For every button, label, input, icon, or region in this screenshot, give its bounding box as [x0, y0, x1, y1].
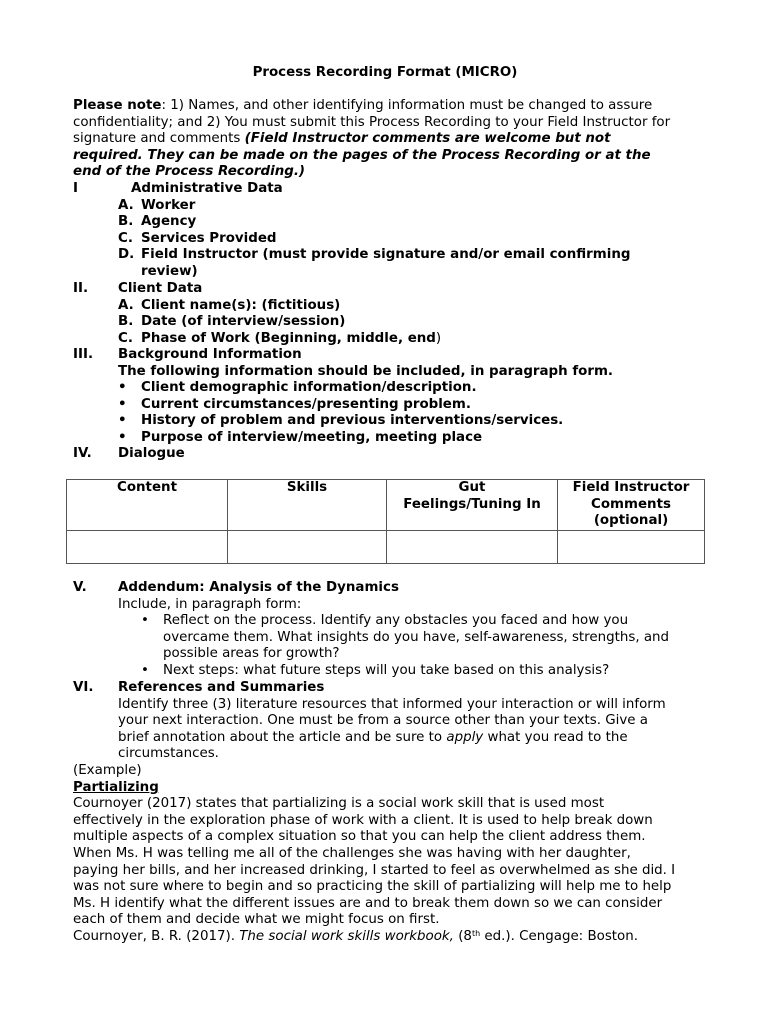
- example-line: multiple aspects of a complex situation so that you can help the client address them.: [73, 829, 646, 845]
- table-header-row: [67, 480, 705, 531]
- list-item: Services Provided: [141, 230, 277, 246]
- list-letter: A.: [118, 197, 134, 213]
- paragraph-line: your next interaction. One must be from a source other than your texts. Give a: [118, 713, 648, 729]
- note-line-3a: signature and comments: [73, 131, 245, 147]
- bullet-item-continuation: possible areas for growth?: [163, 646, 340, 662]
- note-label: Please note: [73, 98, 162, 113]
- table-cell[interactable]: [387, 530, 558, 563]
- bullet-item: Reflect on the process. Identify any obstacles you faced and how you: [163, 613, 629, 629]
- note-line-4: required. They can be made on the pages of the Process Recording or at the: [73, 147, 651, 163]
- citation-edition: (8: [453, 928, 472, 944]
- section-administrative-data: [73, 181, 703, 281]
- bullet-icon: •: [141, 662, 149, 678]
- list-item: [141, 331, 441, 348]
- section-intro: The following information should be included, in paragraph form.: [118, 363, 613, 379]
- note-line-3b: (Field Instructor comments are welcome but not: [244, 131, 611, 147]
- section-client-data: [73, 281, 703, 347]
- example-block: [73, 763, 703, 946]
- paragraph-line: circumstances.: [118, 746, 219, 762]
- section-heading: Administrative Data: [131, 181, 283, 196]
- section-heading: Background Information: [118, 347, 302, 362]
- section-numeral: III.: [73, 347, 94, 362]
- bullet-item-continuation: overcame them. What insights do you have, self-awareness, strengths, and: [163, 629, 670, 645]
- bullet-item: Current circumstances/presenting problem.: [141, 396, 471, 412]
- section-dialogue: [73, 446, 703, 463]
- list-letter: D.: [118, 247, 135, 263]
- example-line: paying her bills, and her increased drinking, I started to feel as overwhelmed as she did. I: [73, 862, 676, 878]
- table-cell[interactable]: [558, 530, 705, 563]
- text-run: brief annotation about the article and be sure to: [118, 729, 447, 745]
- citation: [73, 929, 703, 946]
- table-row: [67, 530, 705, 563]
- bullet-icon: •: [118, 380, 127, 396]
- emphasis-apply: apply: [446, 729, 484, 745]
- example-line: was not sure where to begin and so practicing the skill of partializing will help me to help: [73, 879, 672, 895]
- list-letter: C.: [118, 330, 133, 346]
- column-header-field-instructor: [558, 480, 705, 531]
- page-title: Process Recording Format (MICRO): [252, 65, 518, 80]
- text-run: what you read to the: [483, 729, 628, 745]
- note-line-1: : 1) Names, and other identifying information must be changed to assure: [161, 98, 653, 113]
- section-heading: Dialogue: [118, 446, 185, 461]
- list-item: Agency: [141, 214, 197, 230]
- section-addendum: [73, 580, 703, 680]
- citation-publisher: ed.). Cengage: Boston.: [480, 928, 638, 944]
- list-item-tail: ): [435, 330, 442, 346]
- citation-author: Cournoyer, B. R. (2017).: [73, 928, 240, 944]
- header-text: Feelings/Tuning In: [403, 496, 541, 512]
- example-line: each of them and decide what we might focus on first.: [73, 912, 440, 928]
- list-item-continuation: review): [141, 263, 198, 279]
- column-header-skills: [228, 480, 387, 531]
- note-line-2: confidentiality; and 2) You must submit this Process Recording to your Field Instructor for: [73, 114, 671, 130]
- header-text: Content: [117, 480, 177, 495]
- column-header-content: [67, 480, 228, 531]
- list-letter: B.: [118, 314, 134, 330]
- list-letter: A.: [118, 297, 134, 313]
- bullet-item: Next steps: what future steps will you take based on this analysis?: [163, 662, 610, 678]
- example-label: (Example): [73, 763, 142, 778]
- list-item: Worker: [141, 197, 196, 213]
- section-heading: Addendum: Analysis of the Dynamics: [118, 580, 399, 595]
- citation-superscript: th: [471, 928, 481, 938]
- table-cell[interactable]: [67, 530, 228, 563]
- example-line: Cournoyer (2017) states that partializing is a social work skill that is used most: [73, 796, 605, 812]
- dialogue-table: [66, 479, 705, 564]
- section-references: [73, 680, 703, 763]
- example-line: effectively in the exploration phase of work with a client. It is used to help break down: [73, 812, 653, 828]
- table-cell[interactable]: [228, 530, 387, 563]
- list-item-text: Phase of Work (Beginning, middle, end: [141, 330, 436, 346]
- bullet-icon: •: [118, 396, 127, 412]
- section-heading: References and Summaries: [118, 680, 325, 695]
- citation-title: The social work skills workbook,: [239, 928, 454, 944]
- header-text: Gut: [458, 480, 486, 495]
- bullet-icon: •: [141, 613, 149, 629]
- list-letter: B.: [118, 214, 134, 230]
- section-background-information: [73, 347, 703, 447]
- bullet-item: History of problem and previous interventions/services.: [141, 413, 564, 429]
- note-line-5: end of the Process Recording.): [73, 164, 306, 180]
- example-line: When Ms. H was telling me all of the challenges she was having with her daughter,: [73, 845, 631, 861]
- list-item: Field Instructor (must provide signature and/or email confirming: [141, 247, 631, 263]
- example-line: Ms. H identify what the different issues are and to break them down so we can consider: [73, 895, 663, 911]
- section-numeral: II.: [73, 281, 89, 296]
- section-numeral: VI.: [73, 680, 94, 695]
- header-text: (optional): [593, 513, 669, 529]
- bullet-icon: •: [118, 429, 127, 445]
- header-text: Skills: [286, 480, 328, 495]
- header-text: Comments: [591, 496, 671, 512]
- section-numeral: IV.: [73, 446, 92, 461]
- list-item: Client name(s): (fictitious): [141, 297, 341, 313]
- header-text: Field Instructor: [572, 480, 690, 495]
- bullet-icon: •: [118, 413, 127, 429]
- paragraph-line: [118, 730, 628, 747]
- please-note: [73, 98, 703, 181]
- bullet-item: Client demographic information/description.: [141, 380, 477, 396]
- section-numeral: I: [73, 181, 78, 196]
- example-heading: Partializing: [73, 779, 159, 795]
- bullet-item: Purpose of interview/meeting, meeting place: [141, 429, 483, 445]
- section-intro: Include, in paragraph form:: [118, 596, 302, 612]
- paragraph-line: Identify three (3) literature resources that informed your interaction or will inform: [118, 696, 666, 712]
- section-numeral: V.: [73, 580, 87, 595]
- list-letter: C.: [118, 230, 133, 246]
- section-heading: Client Data: [118, 281, 203, 296]
- column-header-gut-feelings: [387, 480, 558, 531]
- list-item: Date (of interview/session): [141, 314, 346, 330]
